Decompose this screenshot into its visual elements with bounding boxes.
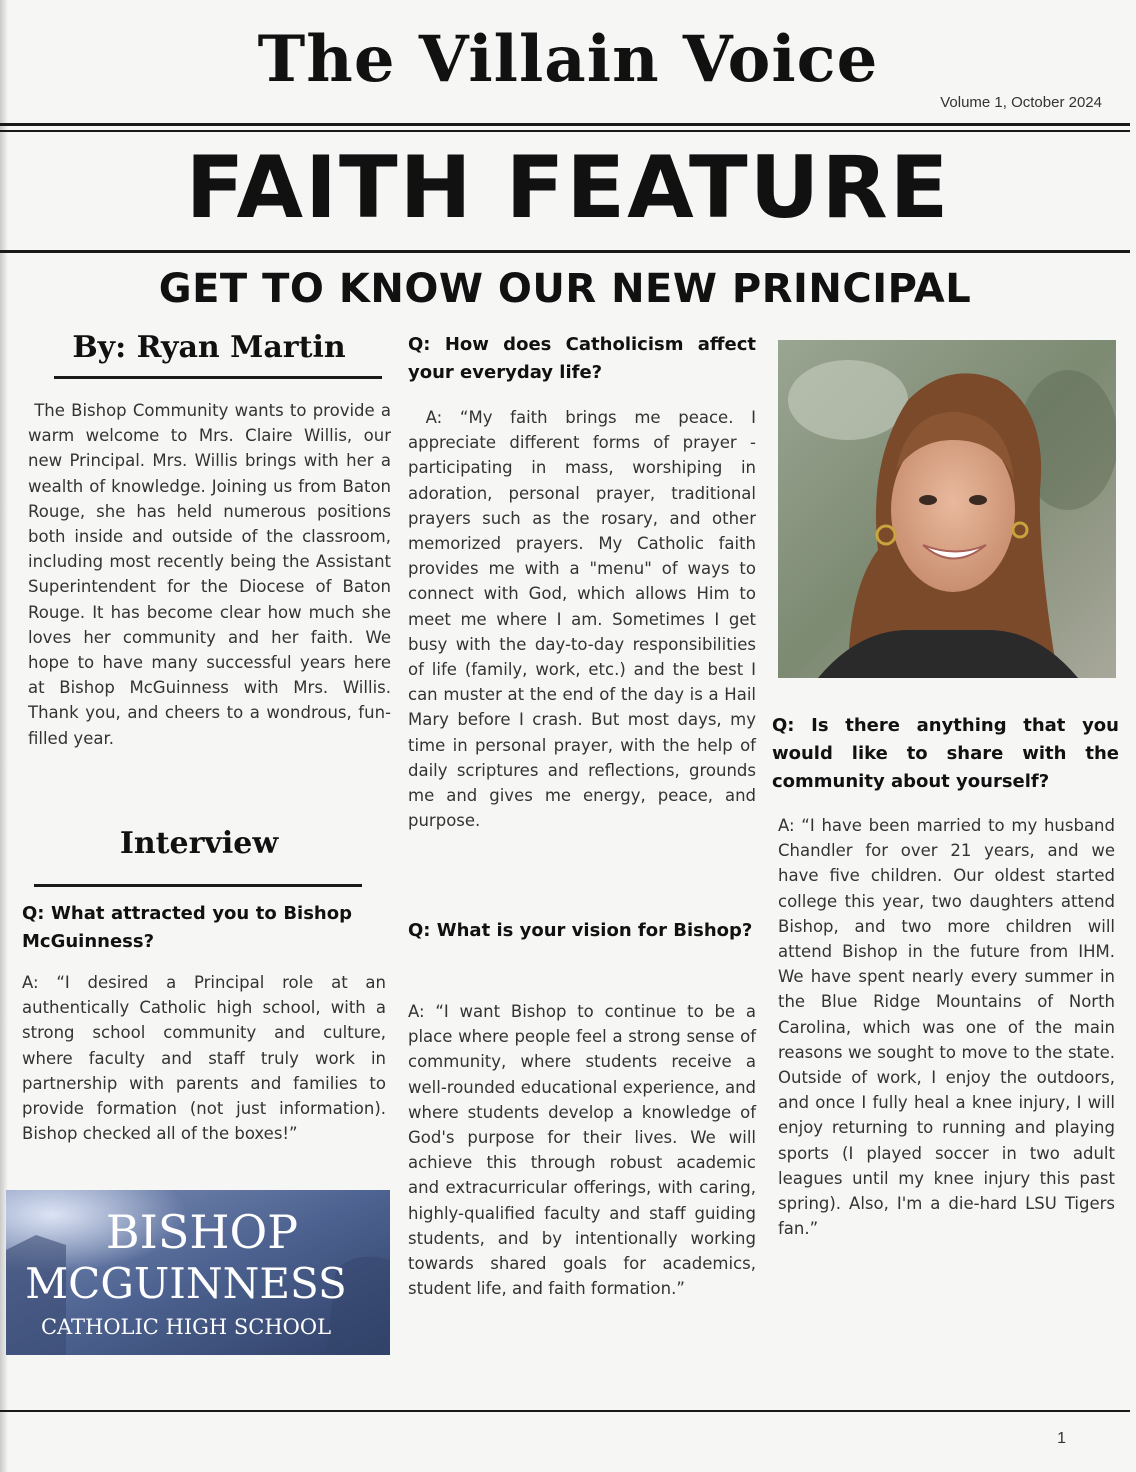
principal-portrait-photo — [778, 340, 1116, 678]
logo-line-bishop: BISHOP — [105, 1205, 299, 1259]
newspaper-masthead: The Villain Voice — [257, 22, 879, 97]
answer-3: A: “I want Bishop to continue to be a place where people feel a strong sense of community, where students receive a well-rounded educational experience, and where students develop a knowledge of God's purpose for their lives. We will achieve this through robust academic and extracurricular offerings, with caring, highly-qualified faculty and staff guiding students, and by intentionally working towards shared goals for academics, student life, and faith formation.” — [408, 1002, 756, 1299]
answer-2: A: “My faith brings me peace. I appreciate different forms of prayer - participating in mass, worshiping in adoration, personal prayer, traditional prayers such as the rosary, and other memorized prayers. My Catholic faith provides me with a "menu" of ways to connect with God, which allows Him to meet me where I am. Sometimes I get busy with the day-to-day responsibilities of life (family, work, etc.) and the best I can muster at the end of the day is a Hail Mary before I crash. But most days, my time in personal prayer, with the help of daily scriptures and reflections, grounds me and gives me energy, peace, and purpose. — [408, 408, 756, 831]
footer-rule — [0, 1410, 1130, 1412]
logo-line-school: CATHOLIC HIGH SCHOOL — [40, 1315, 332, 1339]
masthead-rule-bottom — [0, 130, 1130, 132]
byline-rule — [54, 376, 382, 379]
logo-line-mcguinness: MCGUINNESS — [25, 1259, 347, 1308]
feature-rule — [0, 250, 1130, 253]
page-number: 1 — [1057, 1430, 1066, 1447]
volume-date: Volume 1, October 2024 — [940, 94, 1102, 111]
feature-title: FAITH FEATURE — [185, 138, 951, 238]
question-2: Q: How does Catholicism affect your everyday life? — [408, 334, 756, 383]
bishop-mcguinness-logo — [6, 1190, 390, 1355]
interview-heading: Interview — [119, 826, 279, 861]
question-1: Q: What attracted you to Bishop McGuinness? — [22, 903, 352, 952]
interview-rule — [34, 884, 362, 887]
masthead-rule-top — [0, 123, 1130, 126]
question-4: Q: Is there anything that you would like to share with the community about yourself? — [772, 715, 1119, 792]
answer-4: A: “I have been married to my husband Chandler for over 21 years, and we have five children. Our oldest started college this year, two daughters attend Bishop, and two more children will attend Bishop in the future from IHM. We have spent nearly every summer in the Blue Ridge Mountains of North Carolina, which was one of the main reasons we sought to move to the state. Outside of work, I enjoy the outdoors, and once I fully heal a knee injury, I will enjoy returning to running and playing sports (I played soccer in two adult leagues until my knee injury this past spring). Also, I'm a die-hard LSU Tigers fan.” — [778, 816, 1115, 1239]
answer-1: A: “I desired a Principal role at an authentically Catholic high school, with a strong school community and culture, where faculty and staff truly work in partnership with parents and families to provide formation (not just information). Bishop checked all of the boxes!” — [22, 973, 386, 1144]
article-subtitle: GET TO KNOW OUR NEW PRINCIPAL — [158, 266, 972, 312]
question-3: Q: What is your vision for Bishop? — [408, 920, 753, 941]
intro-paragraph: The Bishop Community wants to provide a warm welcome to Mrs. Claire Willis, our new Principal. Mrs. Willis brings with her a wealth of knowledge. Joining us from Baton Rouge, she has held numerous positions both inside and outside of the classroom, including most recently being the Assistant Superintendent for the Diocese of Baton Rouge. It has become clear how much she loves her community and her faith. We hope to have many successful years here at Bishop McGuinness with Mrs. Willis. Thank you, and cheers to a wondrous, fun-filled year. — [28, 401, 391, 748]
byline: By: Ryan Martin — [72, 330, 346, 365]
